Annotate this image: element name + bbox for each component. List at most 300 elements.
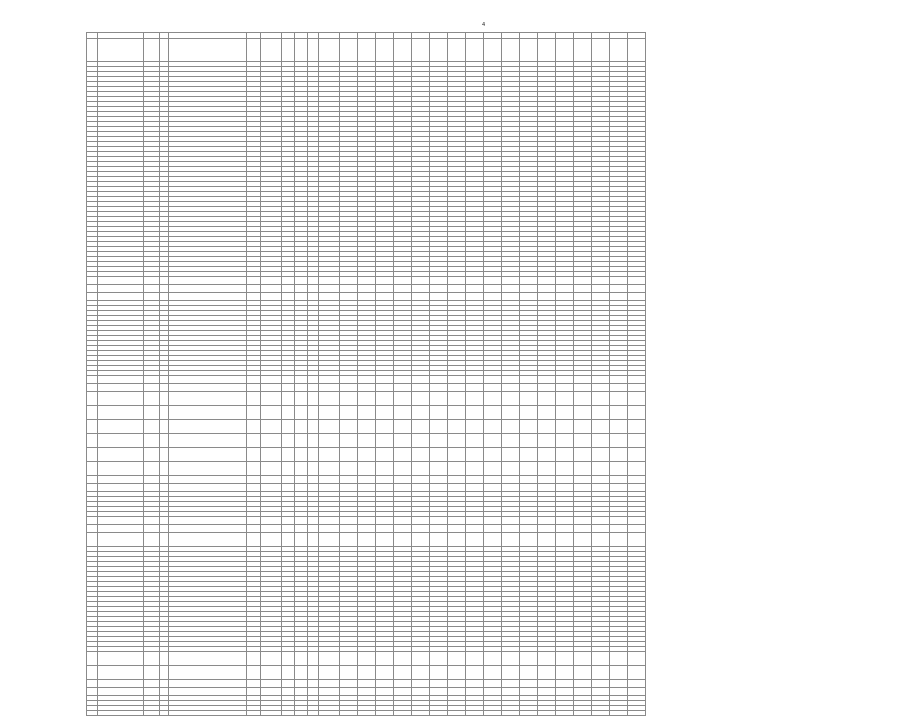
table-cell — [247, 525, 261, 533]
table-cell — [295, 406, 308, 420]
table-cell — [295, 533, 308, 547]
table-cell — [144, 688, 160, 696]
table-cell — [308, 525, 319, 533]
table-cell — [574, 476, 592, 484]
table-cell — [394, 680, 412, 688]
table-cell — [87, 533, 98, 547]
table-cell — [87, 484, 98, 492]
table-cell — [502, 293, 520, 301]
table-row — [87, 462, 646, 476]
table-cell — [247, 39, 261, 62]
table-cell — [169, 448, 247, 462]
table-row — [87, 420, 646, 434]
table-cell — [319, 533, 340, 547]
table-row — [87, 711, 646, 716]
table-cell — [628, 652, 646, 666]
table-cell — [592, 376, 610, 384]
table-cell — [376, 525, 394, 533]
table-cell — [160, 392, 169, 406]
table-cell — [295, 711, 308, 716]
table-cell — [87, 39, 98, 62]
table-cell — [556, 476, 574, 484]
table-cell — [308, 293, 319, 301]
table-row — [87, 476, 646, 484]
table-cell — [574, 525, 592, 533]
table-cell — [247, 652, 261, 666]
table-cell — [466, 476, 484, 484]
table-cell — [98, 652, 144, 666]
table-cell — [538, 293, 556, 301]
table-cell — [610, 680, 628, 688]
table-cell — [376, 39, 394, 62]
table-cell — [98, 434, 144, 448]
table-cell — [308, 533, 319, 547]
table-cell — [466, 39, 484, 62]
table-cell — [610, 533, 628, 547]
table-cell — [448, 39, 466, 62]
table-header-row — [87, 39, 646, 62]
table-cell — [261, 293, 282, 301]
table-cell — [448, 688, 466, 696]
table-cell — [144, 293, 160, 301]
table-cell — [340, 517, 358, 525]
table-cell — [484, 406, 502, 420]
table-cell — [448, 384, 466, 392]
table-cell — [556, 376, 574, 384]
table-cell — [520, 484, 538, 492]
table-cell — [358, 476, 376, 484]
table-cell — [282, 680, 295, 688]
table-cell — [319, 448, 340, 462]
table-cell — [484, 420, 502, 434]
table-cell — [98, 39, 144, 62]
table-cell — [556, 392, 574, 406]
table-cell — [169, 652, 247, 666]
table-cell — [610, 462, 628, 476]
table-cell — [574, 420, 592, 434]
table-cell — [169, 711, 247, 716]
table-cell — [412, 384, 430, 392]
table-cell — [160, 420, 169, 434]
table-cell — [394, 293, 412, 301]
table-cell — [282, 376, 295, 384]
table-cell — [412, 462, 430, 476]
table-cell — [412, 525, 430, 533]
table-cell — [592, 476, 610, 484]
table-cell — [358, 688, 376, 696]
table-cell — [358, 533, 376, 547]
table-cell — [520, 406, 538, 420]
table-cell — [319, 652, 340, 666]
table-cell — [144, 406, 160, 420]
table-cell — [520, 652, 538, 666]
table-cell — [376, 277, 394, 285]
table-cell — [358, 420, 376, 434]
table-cell — [628, 384, 646, 392]
table-cell — [394, 525, 412, 533]
table-cell — [502, 680, 520, 688]
table-cell — [358, 406, 376, 420]
table-cell — [394, 39, 412, 62]
table-cell — [247, 666, 261, 680]
table-cell — [376, 711, 394, 716]
table-cell — [87, 277, 98, 285]
table-cell — [502, 406, 520, 420]
table-cell — [87, 517, 98, 525]
table-cell — [592, 434, 610, 448]
table-cell — [87, 688, 98, 696]
table-cell — [308, 711, 319, 716]
table-cell — [340, 384, 358, 392]
table-row — [87, 484, 646, 492]
table-cell — [261, 285, 282, 293]
table-cell — [308, 376, 319, 384]
table-cell — [295, 462, 308, 476]
table-cell — [144, 484, 160, 492]
table-cell — [87, 406, 98, 420]
table-cell — [412, 484, 430, 492]
table-cell — [610, 406, 628, 420]
table-cell — [556, 652, 574, 666]
table-cell — [484, 434, 502, 448]
table-cell — [628, 462, 646, 476]
table-cell — [628, 406, 646, 420]
table-cell — [295, 448, 308, 462]
table-cell — [484, 680, 502, 688]
table-cell — [484, 484, 502, 492]
table-cell — [394, 376, 412, 384]
table-cell — [520, 448, 538, 462]
table-cell — [628, 517, 646, 525]
table-cell — [466, 525, 484, 533]
table-cell — [247, 448, 261, 462]
table-cell — [144, 666, 160, 680]
table-cell — [556, 448, 574, 462]
table-cell — [295, 376, 308, 384]
table-cell — [295, 517, 308, 525]
table-cell — [160, 711, 169, 716]
table-cell — [295, 652, 308, 666]
table-cell — [448, 517, 466, 525]
table-cell — [282, 293, 295, 301]
table-cell — [144, 525, 160, 533]
table-cell — [247, 688, 261, 696]
table-cell — [160, 384, 169, 392]
table-cell — [87, 392, 98, 406]
table-cell — [412, 277, 430, 285]
table-cell — [295, 484, 308, 492]
table-cell — [98, 666, 144, 680]
table-cell — [610, 392, 628, 406]
table-cell — [538, 39, 556, 62]
table-cell — [538, 666, 556, 680]
table-cell — [520, 384, 538, 392]
table-cell — [556, 533, 574, 547]
table-cell — [308, 420, 319, 434]
table-row — [87, 666, 646, 680]
table-cell — [520, 680, 538, 688]
table-cell — [295, 525, 308, 533]
table-cell — [87, 285, 98, 293]
table-cell — [574, 533, 592, 547]
table-cell — [610, 420, 628, 434]
table-cell — [394, 384, 412, 392]
table-cell — [574, 448, 592, 462]
table-cell — [430, 462, 448, 476]
table-cell — [98, 277, 144, 285]
table-cell — [592, 688, 610, 696]
table-row — [87, 688, 646, 696]
table-cell — [98, 680, 144, 688]
table-cell — [394, 533, 412, 547]
table-cell — [98, 525, 144, 533]
table-cell — [448, 406, 466, 420]
table-cell — [169, 666, 247, 680]
table-cell — [358, 39, 376, 62]
table-cell — [358, 666, 376, 680]
table-cell — [610, 711, 628, 716]
table-cell — [261, 484, 282, 492]
table-cell — [261, 392, 282, 406]
table-cell — [169, 384, 247, 392]
table-cell — [169, 406, 247, 420]
table-cell — [592, 39, 610, 62]
table-cell — [574, 277, 592, 285]
table-cell — [520, 525, 538, 533]
table-cell — [520, 476, 538, 484]
table-cell — [538, 711, 556, 716]
table-cell — [484, 525, 502, 533]
table-cell — [87, 434, 98, 448]
table-cell — [87, 448, 98, 462]
table-cell — [556, 711, 574, 716]
table-cell — [144, 448, 160, 462]
table-cell — [87, 711, 98, 716]
table-cell — [502, 384, 520, 392]
table-cell — [466, 376, 484, 384]
table-cell — [466, 533, 484, 547]
table-cell — [144, 652, 160, 666]
table-cell — [574, 384, 592, 392]
table-cell — [358, 285, 376, 293]
table-cell — [169, 293, 247, 301]
table-cell — [484, 285, 502, 293]
table-cell — [319, 392, 340, 406]
table-cell — [412, 420, 430, 434]
table-cell — [295, 384, 308, 392]
table-cell — [574, 517, 592, 525]
page-number: 4 — [482, 22, 486, 28]
table-cell — [574, 392, 592, 406]
table-cell — [358, 293, 376, 301]
table-cell — [502, 462, 520, 476]
table-row — [87, 434, 646, 448]
table-cell — [308, 517, 319, 525]
table-cell — [144, 376, 160, 384]
table-cell — [484, 392, 502, 406]
table-cell — [247, 517, 261, 525]
table-cell — [538, 384, 556, 392]
table-cell — [87, 384, 98, 392]
table-cell — [412, 406, 430, 420]
table-cell — [340, 285, 358, 293]
table-cell — [160, 688, 169, 696]
table-cell — [430, 392, 448, 406]
table-cell — [295, 420, 308, 434]
table-cell — [247, 277, 261, 285]
table-cell — [466, 680, 484, 688]
table-cell — [466, 406, 484, 420]
table-cell — [592, 293, 610, 301]
table-cell — [574, 711, 592, 716]
table-cell — [340, 652, 358, 666]
table-cell — [628, 448, 646, 462]
table-cell — [340, 293, 358, 301]
table-cell — [520, 420, 538, 434]
table-cell — [160, 484, 169, 492]
table-cell — [448, 277, 466, 285]
table-cell — [169, 434, 247, 448]
table-cell — [502, 688, 520, 696]
table-cell — [340, 666, 358, 680]
table-cell — [376, 406, 394, 420]
table-cell — [87, 476, 98, 484]
table-cell — [610, 384, 628, 392]
table-cell — [520, 392, 538, 406]
table-cell — [340, 376, 358, 384]
table-cell — [144, 277, 160, 285]
table-cell — [556, 434, 574, 448]
table-cell — [394, 406, 412, 420]
table-cell — [394, 448, 412, 462]
table-cell — [628, 533, 646, 547]
table-cell — [319, 680, 340, 688]
table-cell — [98, 392, 144, 406]
table-cell — [376, 285, 394, 293]
table-cell — [282, 525, 295, 533]
table-cell — [282, 533, 295, 547]
table-cell — [484, 277, 502, 285]
table-cell — [628, 666, 646, 680]
table-cell — [144, 517, 160, 525]
table-cell — [502, 285, 520, 293]
table-cell — [282, 666, 295, 680]
table-cell — [466, 517, 484, 525]
table-cell — [484, 476, 502, 484]
table-cell — [538, 277, 556, 285]
table-cell — [319, 462, 340, 476]
table-cell — [394, 277, 412, 285]
table-cell — [394, 652, 412, 666]
table-cell — [87, 666, 98, 680]
table-cell — [340, 448, 358, 462]
table-cell — [169, 376, 247, 384]
table-cell — [520, 517, 538, 525]
table-cell — [412, 434, 430, 448]
table-cell — [169, 517, 247, 525]
table-cell — [282, 39, 295, 62]
table-cell — [160, 533, 169, 547]
table-cell — [412, 39, 430, 62]
table-cell — [394, 666, 412, 680]
table-cell — [502, 711, 520, 716]
table-cell — [484, 533, 502, 547]
table-cell — [144, 420, 160, 434]
table-cell — [340, 525, 358, 533]
table-cell — [502, 666, 520, 680]
table-cell — [358, 711, 376, 716]
table-cell — [412, 680, 430, 688]
table-cell — [592, 517, 610, 525]
table-row — [87, 652, 646, 666]
table-row — [87, 533, 646, 547]
table-cell — [502, 652, 520, 666]
table-cell — [319, 293, 340, 301]
table-cell — [430, 448, 448, 462]
table-cell — [376, 384, 394, 392]
table-cell — [98, 688, 144, 696]
table-cell — [412, 376, 430, 384]
table-cell — [502, 277, 520, 285]
table-cell — [412, 652, 430, 666]
table-cell — [556, 293, 574, 301]
table-cell — [556, 525, 574, 533]
table-cell — [430, 533, 448, 547]
table-cell — [448, 680, 466, 688]
table-cell — [98, 420, 144, 434]
table-cell — [574, 688, 592, 696]
table-cell — [376, 293, 394, 301]
table-cell — [538, 285, 556, 293]
table-cell — [448, 392, 466, 406]
table-cell — [610, 517, 628, 525]
table-cell — [430, 277, 448, 285]
table-cell — [319, 39, 340, 62]
table-cell — [169, 420, 247, 434]
table-cell — [261, 448, 282, 462]
table-cell — [502, 517, 520, 525]
table-cell — [484, 384, 502, 392]
table-cell — [592, 384, 610, 392]
table-cell — [160, 39, 169, 62]
table-cell — [538, 533, 556, 547]
table-cell — [295, 293, 308, 301]
table-cell — [538, 517, 556, 525]
table-cell — [160, 462, 169, 476]
table-cell — [169, 525, 247, 533]
table-cell — [394, 484, 412, 492]
table-cell — [592, 666, 610, 680]
table-cell — [448, 711, 466, 716]
table-cell — [430, 285, 448, 293]
table-cell — [282, 484, 295, 492]
table-cell — [628, 680, 646, 688]
table-cell — [295, 688, 308, 696]
table-cell — [592, 448, 610, 462]
table-cell — [520, 293, 538, 301]
table-cell — [340, 476, 358, 484]
table-cell — [412, 666, 430, 680]
table-cell — [430, 711, 448, 716]
table-cell — [556, 384, 574, 392]
table-cell — [160, 680, 169, 688]
table-row — [87, 376, 646, 384]
table-cell — [610, 434, 628, 448]
table-cell — [574, 666, 592, 680]
table-cell — [160, 666, 169, 680]
table-cell — [295, 285, 308, 293]
table-cell — [308, 448, 319, 462]
